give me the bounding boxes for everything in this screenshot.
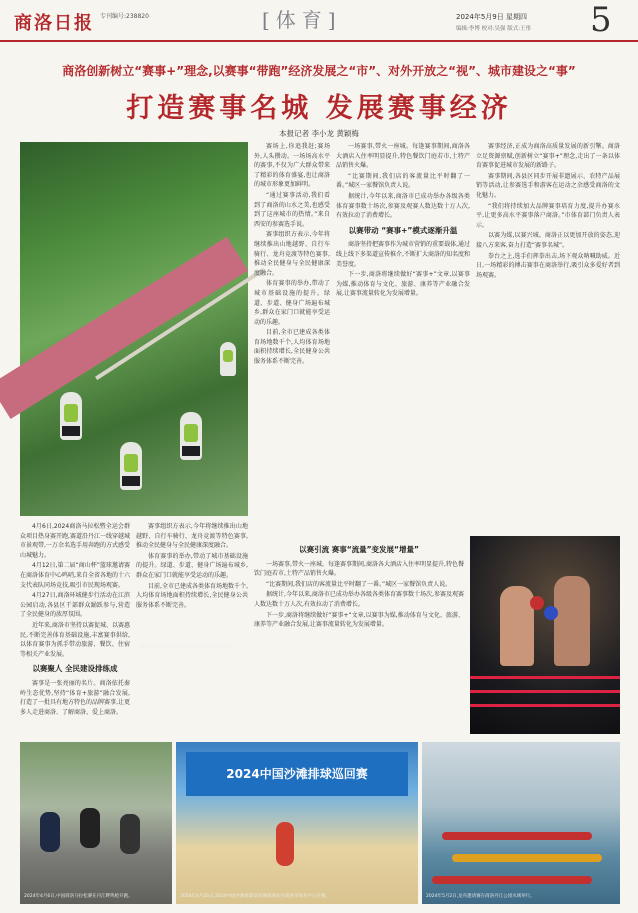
masthead bbox=[0, 0, 638, 42]
runner-figure bbox=[180, 412, 202, 460]
editor-credits: 编辑:李博 校对:吴强 版式:王彤 bbox=[456, 26, 532, 32]
player-figure bbox=[276, 822, 294, 866]
photo-caption: 2024年4月6日,中国商洛马拉松赛在丹江畔鸣枪开跑。 bbox=[24, 894, 133, 899]
dragon-boat bbox=[452, 854, 602, 862]
runner-figure bbox=[120, 442, 142, 490]
paragraph: 赛事是一张亮丽的名片。商洛依托秦岭生态优势,坚持“体育+旅游”融合发展,打造了一批具有地方特色的品牌赛事,让更多人走进商洛、了解商洛、爱上商洛。 bbox=[20, 679, 130, 716]
paragraph: 以赛为媒,以赛兴城。商洛正以更加开放的姿态,迎接八方来客,奋力打造“赛事名城”。 bbox=[476, 232, 620, 249]
paragraph: 目前,全市已建成各类体育场地数千个,人均体育场地面积持续增长,全民健身公共服务体系不断完善。 bbox=[254, 329, 330, 366]
section-subhead: 以赛引流 赛事“流量”变发展“增量” bbox=[299, 545, 419, 554]
dragon-boat bbox=[442, 832, 592, 840]
paragraph: 下一步,商洛将继续做好“赛事+”文章,以赛事为媒,推动体育与文化、旅游、康养等产业融合发展,让赛事流量转化为发展增量。 bbox=[336, 271, 470, 298]
article-kicker: 商洛创新树立“赛事+”理念,以赛事“带跑”经济发展之“市”、对外开放之“视”、城市建设之“事” bbox=[62, 64, 576, 78]
text-column-2 bbox=[254, 142, 330, 534]
paragraph: 据统计,今年以来,商洛市已成功举办各级各类体育赛事数十场次,参赛及观赛人数达数十万人次,有效拉动了消费增长。 bbox=[254, 591, 464, 608]
boxing-glove bbox=[544, 606, 558, 620]
section-subhead: 以赛聚人 全民建设排练成 bbox=[32, 664, 118, 674]
boxer-figure bbox=[554, 576, 590, 666]
text-column-2b bbox=[136, 522, 248, 738]
article-headline: 打造赛事名城 发展赛事经济 bbox=[126, 93, 512, 124]
paragraph: “比赛期间,我们店的客流量比平时翻了一番。”城区一家餐馆负责人说。 bbox=[266, 580, 452, 588]
dragon-boat-photo bbox=[422, 742, 620, 904]
paragraph: 赛事组织方表示,今年将继续推出山地越野、自行车骑行、龙舟竞渡等特色赛事,推动全民健身与全民健康深度融合。 bbox=[254, 231, 330, 277]
text-column-3 bbox=[336, 142, 470, 534]
boxing-glove bbox=[530, 596, 544, 610]
event-banner: 2024中国沙滩排球巡回赛 bbox=[186, 752, 408, 796]
paragraph: “我们将持续加大品牌赛事培育力度,提升办赛水平,让更多高水平赛事落户商洛。”市体育部门负责人表示。 bbox=[476, 202, 620, 229]
photo-path bbox=[0, 237, 248, 419]
paragraph: 下一步,商洛将继续做好“赛事+”文章,以赛事为媒,推动体育与文化、旅游、康养等产业融合发展,让赛事流量转化为发展增量。 bbox=[254, 611, 464, 629]
runner-figure bbox=[220, 342, 236, 376]
page-number: 5 bbox=[590, 0, 612, 40]
paragraph: 目前,全市已建成各类体育场地数千个,人均体育场地面积持续增长,全民健身公共服务体系不断完善。 bbox=[136, 582, 248, 609]
paragraph: 一场赛事,带火一座城。每逢赛事期间,商洛各大酒店入住率明显提升,特色餐饮门庭若市,土特产品销售火爆。 bbox=[254, 560, 464, 578]
photo-caption: 图为4月6日,商洛马拉松选手在丹江绿道上奔跑。 bbox=[140, 645, 238, 650]
text-column-4 bbox=[476, 142, 620, 530]
dragon-boat bbox=[432, 876, 592, 884]
ring-ropes bbox=[470, 676, 620, 679]
paragraph: 赛事期间,各县区同步开展非遗展示、农特产品展销等活动,让参赛选手和游客在运动之余感受商洛的文化魅力。 bbox=[476, 172, 620, 199]
paragraph: 4月12日,第二届“商山杯”篮球邀请赛在商洛体育中心鸣哨,来自全省各地的十六支代表队同场竞技,吸引市民现场观赛。 bbox=[20, 562, 130, 589]
paragraph: 4月6日,2024商洛马拉松暨全运会群众项目热身赛开跑,赛道沿丹江一线穿越城市景观带,一万余名选手用奔跑的方式感受山城魅力。 bbox=[20, 523, 130, 559]
cycling-photo bbox=[20, 742, 172, 904]
cyclist-figure bbox=[120, 814, 140, 854]
newspaper-logo: 商洛日报 bbox=[14, 13, 94, 34]
runner-figure bbox=[60, 392, 82, 440]
paragraph: “比赛期间,我们店的客流量比平时翻了一番。”城区一家餐馆负责人说。 bbox=[336, 172, 470, 190]
paragraph: 赛事经济,正成为商洛高质量发展的新引擎。商洛立足资源禀赋,创新树立“赛事+”理念,走出了一条以体育赛事促进城市发展的新路子。 bbox=[476, 143, 620, 170]
paragraph: 拳台之上,选手们挥拳出击,场下观众呐喊助威。近日,一场精彩的搏击赛事在商洛举行,吸引众多爱好者到场观赛。 bbox=[476, 252, 620, 279]
article-byline: 本报记者 李小龙 黄颖梅 bbox=[279, 129, 359, 138]
paragraph: 4月27日,商洛环城健步行活动在江滨公园启动,各县区干部群众踊跃参与,营造了全民健身的浓厚氛围。 bbox=[20, 592, 130, 619]
cyclist-figure bbox=[40, 812, 60, 852]
section-title: [体育] bbox=[262, 8, 342, 32]
paragraph: 一场赛事,带火一座城。每逢赛事期间,商洛各大酒店入住率明显提升,特色餐饮门庭若市,土特产品销售火爆。 bbox=[336, 143, 470, 170]
paragraph: 赛场上,你追我赶;赛场外,人头攒动。一场场高水平的赛事,不仅为广大群众带来了精彩的体育盛宴,也让商洛的城市形象更加鲜明。 bbox=[254, 143, 330, 189]
paragraph: 近年来,商洛市坚持以赛促城、以赛惠民,不断完善体育基础设施,丰富赛事供给,以体育赛事为抓手带动旅游、餐饮、住宿等相关产业发展。 bbox=[20, 621, 130, 658]
photo-caption: 2024年4月26日,2024中国沙滩排球巡回赛商洛站在商洛市体育中心开赛。 bbox=[180, 894, 330, 899]
cyclist-figure bbox=[80, 808, 100, 848]
section-subhead: 以赛带动 “赛事+”模式逐渐升温 bbox=[348, 225, 458, 235]
issue-date: 2024年5月9日 星期四 bbox=[456, 13, 527, 21]
beach-volleyball-photo bbox=[176, 742, 418, 904]
paragraph: 赛事组织方表示,今年将继续推出山地越野、自行车骑行、龙舟竞渡等特色赛事,推动全民健身与全民健康深度融合。 bbox=[136, 523, 248, 550]
paragraph: 体育赛事的举办,带动了城市基础设施的提升。绿道、步道、健身广场遍布城乡,群众在家门口就能享受运动的乐趣。 bbox=[136, 552, 248, 579]
paragraph: 据统计,今年以来,商洛市已成功举办各级各类体育赛事数十场次,参赛及观赛人数达数十万人次,有效拉动了消费增长。 bbox=[336, 192, 470, 220]
text-column-1 bbox=[20, 522, 130, 738]
paragraph: “通过赛事活动,我们看到了商洛的山水之美,也感受到了这座城市的热情。”来自西安的参赛选手说。 bbox=[254, 191, 330, 228]
publication-code: 专刊编号:238820 bbox=[100, 13, 149, 20]
text-column-3b bbox=[254, 540, 464, 736]
boxer-figure bbox=[500, 586, 534, 666]
photo-caption: 2024年5月2日,龙舟邀请赛在商洛丹江公园水域举行。 bbox=[426, 894, 535, 899]
paragraph: 商洛坚持把赛事作为城市营销的重要载体,通过线上线下多渠道宣传推介,不断扩大商洛的知名度和美誉度。 bbox=[336, 241, 470, 268]
boxing-photo bbox=[470, 536, 620, 734]
paragraph: 体育赛事的举办,带动了城市基础设施的提升。绿道、步道、健身广场遍布城乡,群众在家门口就能享受运动的乐趣。 bbox=[254, 280, 330, 326]
